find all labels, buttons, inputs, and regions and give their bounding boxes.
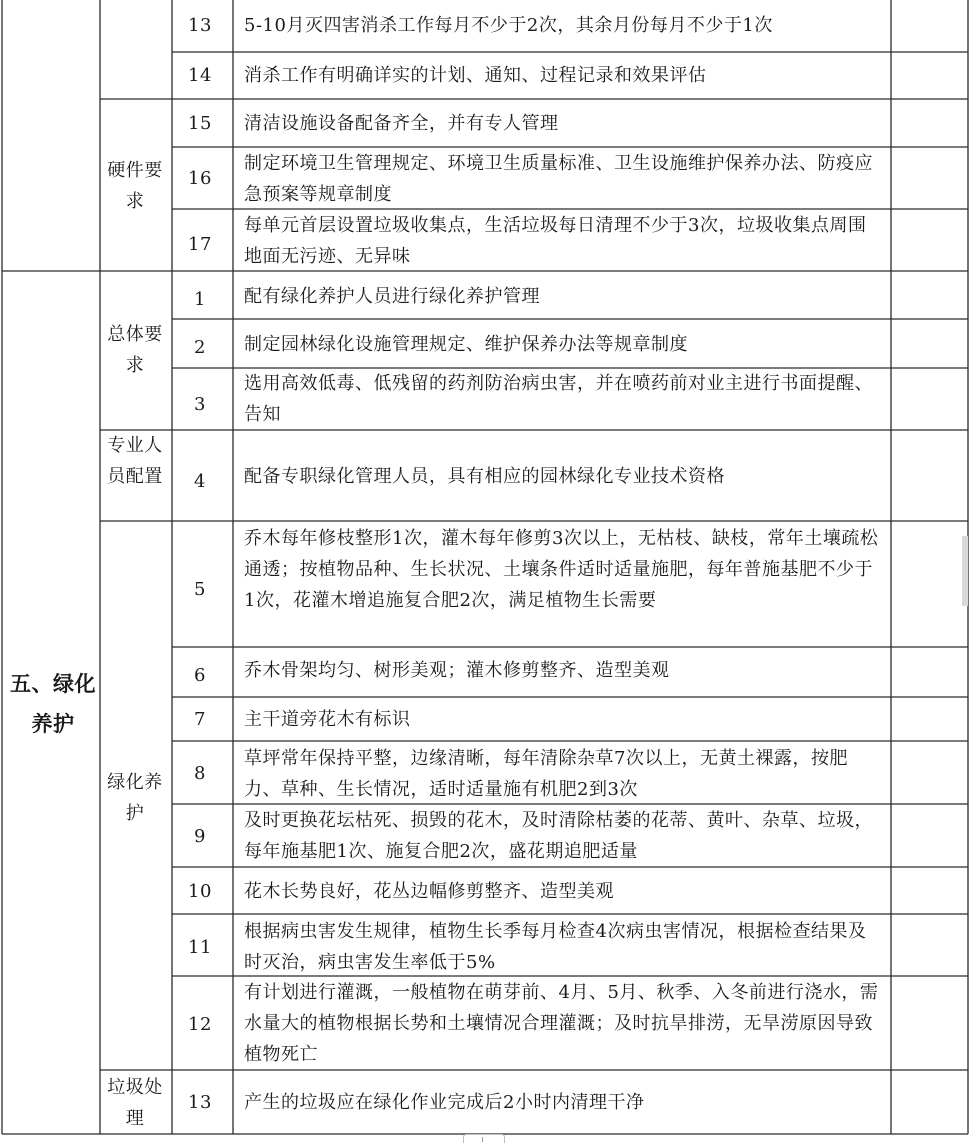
row-number: 10 bbox=[188, 881, 212, 902]
page-indicator-tick bbox=[482, 1137, 483, 1142]
row-content: 每单元首层设置垃圾收集点，生活垃圾每日清理不少于3次，垃圾收集点周围地面无污迹、无异味 bbox=[244, 215, 867, 267]
row-content: 选用高效低毒、低残留的药剂防治病虫害，并在喷药前对业主进行书面提醒、告知 bbox=[244, 373, 873, 425]
row-content: 消杀工作有明确详实的计划、通知、过程记录和效果评估 bbox=[244, 65, 707, 86]
row-number: 15 bbox=[188, 113, 212, 134]
row-content: 配备专职绿化管理人员，具有相应的园林绿化专业技术资格 bbox=[244, 466, 725, 487]
row-content: 乔木骨架均匀、树形美观；灌木修剪整齐、造型美观 bbox=[244, 660, 670, 681]
category-hardware-requirements: 硬件要求 bbox=[107, 160, 163, 212]
row-number: 13 bbox=[188, 1092, 212, 1113]
row-number: 17 bbox=[188, 234, 212, 255]
row-content: 制定园林绿化设施管理规定、维护保养办法等规章制度 bbox=[244, 334, 688, 355]
row-content: 制定环境卫生管理规定、环境卫生质量标准、卫生设施维护保养办法、防疫应急预案等规章制度 bbox=[244, 153, 873, 205]
row-number: 16 bbox=[188, 168, 212, 189]
row-content: 配有绿化养护人员进行绿化养护管理 bbox=[244, 286, 540, 307]
row-number: 9 bbox=[194, 826, 206, 847]
row-content: 5-10月灭四害消杀工作每月不少于2次，其余月份每月不少于1次 bbox=[244, 15, 773, 36]
row-content: 有计划进行灌溉，一般植物在萌芽前、4月、5月、秋季、入冬前进行浇水，需水量大的植物根据长势和土壤情况合理灌溉；及时抗旱排涝，无旱涝原因导致植物死亡 bbox=[244, 982, 879, 1065]
row-content: 根据病虫害发生规律，植物生长季每月检查4次病虫害情况，根据检查结果及时灭治，病虫害发生率低于5% bbox=[244, 921, 867, 973]
row-number: 12 bbox=[188, 1014, 212, 1035]
row-content: 草坪常年保持平整，边缘清晰，每年清除杂草7次以上，无黄土裸露，按肥力、草种、生长情况，适时适量施有机肥2到3次 bbox=[244, 748, 848, 800]
scrollbar-thumb[interactable] bbox=[962, 536, 968, 606]
row-number: 3 bbox=[194, 394, 206, 415]
row-content: 花木长势良好，花丛边幅修剪整齐、造型美观 bbox=[244, 881, 614, 902]
row-content: 及时更换花坛枯死、损毁的花木，及时清除枯萎的花蒂、黄叶、杂草、垃圾，每年施基肥1次、施复合肥2次，盛花期追肥适量 bbox=[244, 810, 873, 862]
row-number: 6 bbox=[194, 665, 206, 686]
row-content: 清洁设施设备配备齐全，并有专人管理 bbox=[244, 113, 559, 134]
row-content: 乔木每年修枝整形1次，灌木每年修剪3次以上，无枯枝、缺枝，常年土壤疏松通透；按植物品种、生长状况、土壤条件适时适量施肥，每年普施基肥不少于1次，花灌木增追施复合肥2次，满足植物生长需要 bbox=[244, 528, 879, 611]
row-number: 5 bbox=[194, 579, 206, 600]
row-number: 7 bbox=[194, 709, 206, 730]
row-content: 主干道旁花木有标识 bbox=[244, 709, 411, 730]
category-greening: 绿化养护 bbox=[107, 772, 163, 824]
row-content: 产生的垃圾应在绿化作业完成后2小时内清理干净 bbox=[244, 1092, 645, 1113]
row-number: 2 bbox=[194, 337, 206, 358]
row-number: 4 bbox=[194, 471, 206, 492]
row-number: 11 bbox=[188, 937, 212, 958]
category-staffing: 专业人员配置 bbox=[107, 435, 163, 487]
section-label-greening-maintenance: 五、绿化养护 bbox=[10, 672, 96, 736]
category-overall-requirements: 总体要求 bbox=[107, 324, 163, 376]
row-number: 8 bbox=[194, 763, 206, 784]
row-number: 14 bbox=[188, 65, 212, 86]
category-waste-handling: 垃圾处理 bbox=[107, 1077, 163, 1129]
row-number: 1 bbox=[194, 289, 206, 310]
row-number: 13 bbox=[188, 15, 212, 36]
